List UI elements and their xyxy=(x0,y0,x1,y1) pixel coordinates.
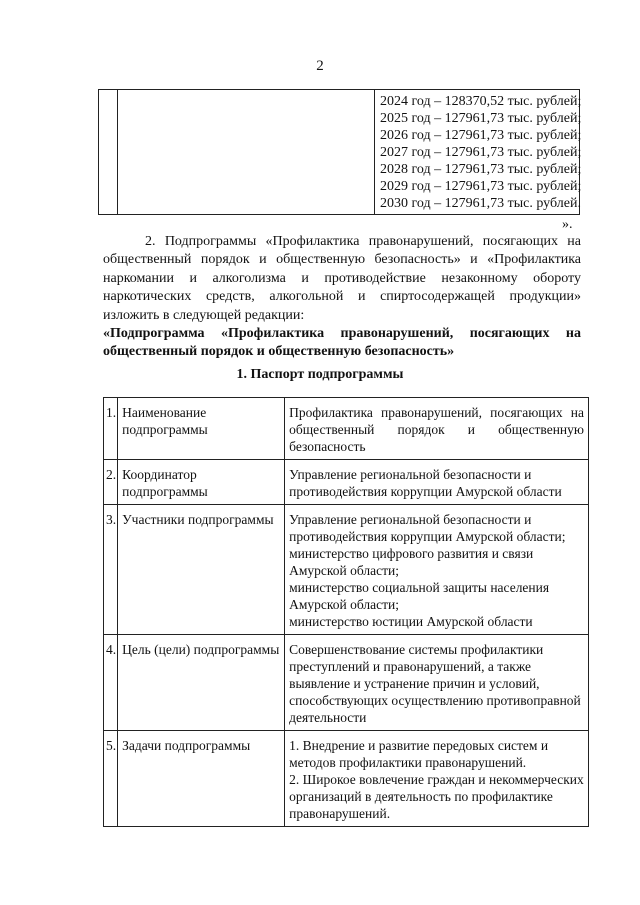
row-value xyxy=(285,505,589,635)
finance-line: 2029 год – 127961,73 тыс. рублей; xyxy=(380,179,582,194)
row-number: 1. xyxy=(104,398,118,460)
passport-table xyxy=(103,397,589,827)
table-row xyxy=(104,731,589,827)
finance-line: 2027 год – 127961,73 тыс. рублей; xyxy=(380,145,582,160)
finance-line: 2024 год – 128370,52 тыс. рублей; xyxy=(380,94,582,109)
finance-line: 2030 год – 127961,73 тыс. рублей. xyxy=(380,196,581,211)
row-value-line: 2. Широкое вовлечение граждан и некоммерческих организаций в деятельность по профилактике правонарушений. xyxy=(289,772,584,821)
row-name: Координатор подпрограммы xyxy=(118,460,285,505)
finance-lines xyxy=(380,93,581,212)
finance-line: 2028 год – 127961,73 тыс. рублей; xyxy=(380,162,582,177)
row-number: 3. xyxy=(104,505,118,635)
row-value-line: министерство социальной защиты населения Амурской области; xyxy=(289,580,550,612)
row-value xyxy=(285,635,589,731)
finance-table-empty-cell xyxy=(117,90,375,214)
finance-line: 2026 год – 127961,73 тыс. рублей; xyxy=(380,128,582,143)
finance-table-empty-cell xyxy=(99,90,118,214)
row-value-line: Профилактика правонарушений, посягающих на общественный порядок и общественную безопасность xyxy=(289,405,584,454)
row-value-line: министерство цифрового развития и связи Амурской области; xyxy=(289,546,534,578)
finance-table xyxy=(98,89,580,215)
row-value xyxy=(285,731,589,827)
table-row xyxy=(104,398,589,460)
row-value-line: Управление региональной безопасности и противодействия коррупции Амурской области; xyxy=(289,512,566,544)
row-value xyxy=(285,460,589,505)
row-number: 5. xyxy=(104,731,118,827)
closing-quote: ». xyxy=(562,217,573,232)
body-text xyxy=(103,233,581,362)
finance-line: 2025 год – 127961,73 тыс. рублей; xyxy=(380,111,582,126)
row-number: 4. xyxy=(104,635,118,731)
table-row xyxy=(104,460,589,505)
page-number: 2 xyxy=(316,58,324,74)
row-value xyxy=(285,398,589,460)
row-name: Цель (цели) подпрограммы xyxy=(118,635,285,731)
row-name: Участники подпрограммы xyxy=(118,505,285,635)
row-value-line: Совершенствование системы профилактики преступлений и правонарушений, а также выявление и устранение причин и условий, способствующих осуществлению противоправной деятельности xyxy=(289,642,581,725)
subprogram-title: «Подпрограмма «Профилактика правонарушений, посягающих на общественный порядок и общественную безопасность» xyxy=(103,326,581,360)
row-value-line: 1. Внедрение и развитие передовых систем и методов профилактики правонарушений. xyxy=(289,738,549,770)
table-row xyxy=(104,635,589,731)
row-name: Задачи подпрограммы xyxy=(118,731,285,827)
row-value-line: Управление региональной безопасности и противодействия коррупции Амурской области xyxy=(289,467,562,499)
passport-title: 1. Паспорт подпрограммы xyxy=(236,367,404,382)
row-number: 2. xyxy=(104,460,118,505)
row-value-line: министерство юстиции Амурской области xyxy=(289,614,533,629)
row-name: Наименование подпрограммы xyxy=(118,398,285,460)
table-row xyxy=(104,505,589,635)
amendment-paragraph: 2. Подпрограммы «Профилактика правонарушений, посягающих на общественный порядок и общественную безопасность» и «Профилактика наркомании и алкоголизма и противодействие незаконному обороту наркотических средств, алкогольной и спиртосодержащей продукции» изложить в следующей редакции: xyxy=(103,234,581,323)
